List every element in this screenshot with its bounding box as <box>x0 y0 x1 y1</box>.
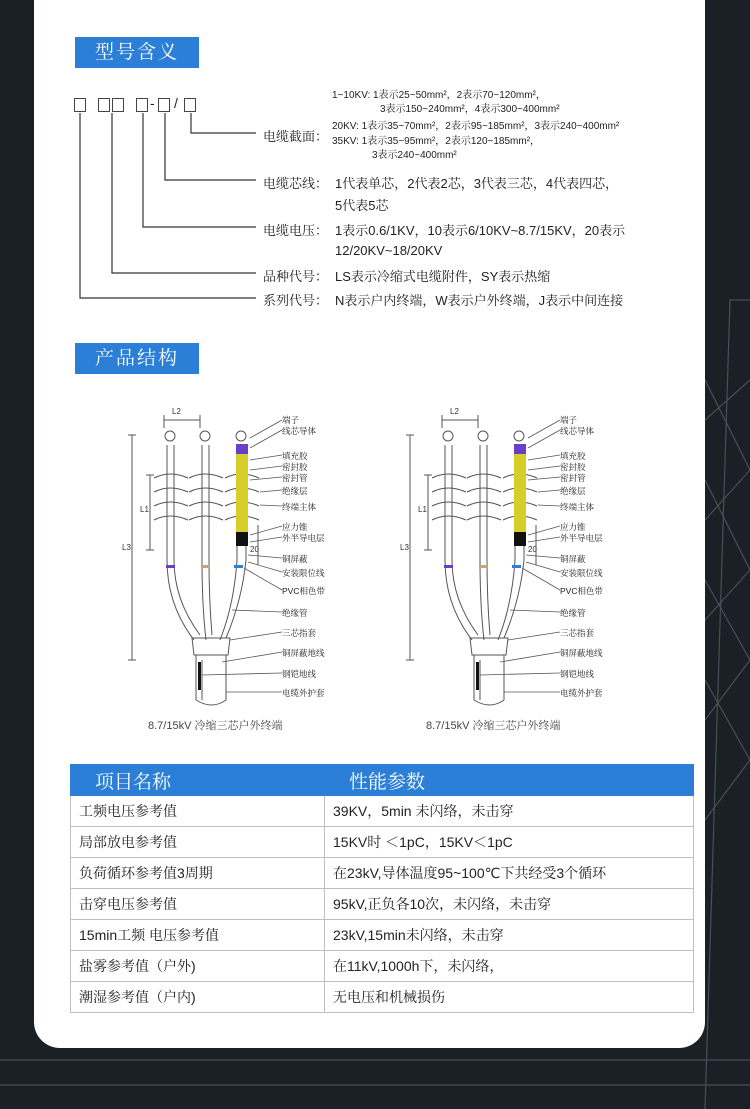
part-pvc-tape: PVC相色带 <box>282 586 325 596</box>
part-filler: 填充胶 <box>560 451 586 461</box>
row-label-voltage: 电缆电压： <box>263 223 329 238</box>
part-terminal-body: 终端主体 <box>560 502 595 512</box>
table-header-row <box>71 765 694 796</box>
part-insulation-tube: 绝缘管 <box>282 608 308 618</box>
part-seal-tube: 密封管 <box>560 473 586 483</box>
spec-table <box>70 764 694 1013</box>
row-label-cores: 电缆芯线： <box>263 176 329 191</box>
part-limit-line: 安装限位线 <box>282 568 325 578</box>
row-item: 盐雾参考值（户外) <box>71 951 325 982</box>
part-sealant: 密封胶 <box>560 462 586 472</box>
dim-l1: L1 <box>418 505 427 514</box>
part-filler: 填充胶 <box>282 451 308 461</box>
part-shield-ground: 铜屏蔽地线 <box>560 648 603 658</box>
dim-l2: L2 <box>172 407 181 416</box>
part-copper-shield: 铜屏蔽 <box>560 554 586 564</box>
part-breakout: 三芯指套 <box>282 628 317 638</box>
header-item-name: 项目名称 <box>71 765 325 796</box>
row-item: 击穿电压参考值 <box>71 889 325 920</box>
section-title-structure: 产品结构 <box>75 343 199 374</box>
section-line-1: 1~10KV: 1表示25~50mm²，2表示70~120mm²， <box>332 90 546 101</box>
part-breakout: 三芯指套 <box>560 628 595 638</box>
section-title-model-meaning: 型号含义 <box>75 37 199 68</box>
dim-l3: L3 <box>400 543 409 552</box>
row-item: 工频电压参考值 <box>71 796 325 827</box>
part-stress-cone: 应力锥 <box>560 522 586 532</box>
part-core-conductor: 线芯导体 <box>560 426 595 436</box>
part-insulation: 绝缘层 <box>560 486 586 496</box>
table-row <box>71 982 694 1013</box>
part-semi-conductive: 外半导电层 <box>560 533 603 543</box>
section-line-4: 35KV: 1表示35~95mm²，2表示120~185mm²， <box>332 136 541 147</box>
part-stress-cone: 应力锥 <box>282 522 308 532</box>
code-separator-dash: - <box>150 95 155 111</box>
part-semi-conductive: 外半导电层 <box>282 533 325 543</box>
row-item: 潮湿参考值（户内) <box>71 982 325 1013</box>
dim-l2: L2 <box>450 407 459 416</box>
dim-20: 20 <box>528 545 537 554</box>
row-value: 39KV，5min 未闪络，未击穿 <box>325 796 694 827</box>
part-outer-sheath: 电缆外护套 <box>282 688 325 698</box>
terminal-diagram-left <box>122 400 372 730</box>
part-core-conductor: 线芯导体 <box>282 426 317 436</box>
part-copper-shield: 铜屏蔽 <box>282 554 308 564</box>
part-pvc-tape: PVC相色带 <box>560 586 603 596</box>
row-value: 15KV时 ＜1pC，15KV＜1pC <box>325 827 694 858</box>
part-terminal: 端子 <box>560 415 578 425</box>
part-terminal: 端子 <box>282 415 300 425</box>
part-sealant: 密封胶 <box>282 462 308 472</box>
row-item: 负荷循环参考值3周期 <box>71 858 325 889</box>
part-seal-tube: 密封管 <box>282 473 308 483</box>
table-row <box>71 858 694 889</box>
row-label-series: 系列代号： <box>263 293 329 308</box>
type-line-1: LS表示冷缩式电缆附件，SY表示热缩 <box>335 269 551 284</box>
content-card <box>34 0 705 1048</box>
terminal-drawing <box>122 400 372 730</box>
series-line-1: N表示户内终端，W表示户外终端，J表示中间连接 <box>335 293 624 308</box>
row-label-type: 品种代号： <box>263 269 329 284</box>
part-armor-ground: 钢铠地线 <box>282 669 317 679</box>
table-row <box>71 951 694 982</box>
table-row <box>71 827 694 858</box>
row-item: 局部放电参考值 <box>71 827 325 858</box>
part-limit-line: 安装限位线 <box>560 568 603 578</box>
row-value: 23kV,15min未闪络，未击穿 <box>325 920 694 951</box>
dim-20: 20 <box>250 545 259 554</box>
voltage-line-2: 12/20KV~18/20KV <box>335 243 443 258</box>
part-armor-ground: 钢铠地线 <box>560 669 595 679</box>
cores-line-1: 1代表单芯，2代表2芯，3代表三芯，4代表四芯， <box>335 176 619 191</box>
row-value: 在23kV,导体温度95~100℃下共经受3个循环 <box>325 858 694 889</box>
part-insulation-tube: 绝缘管 <box>560 608 586 618</box>
header-performance: 性能参数 <box>325 765 694 796</box>
dim-l1: L1 <box>140 505 149 514</box>
part-outer-sheath: 电缆外护套 <box>560 688 603 698</box>
dim-l3: L3 <box>122 543 131 552</box>
table-row <box>71 920 694 951</box>
row-value: 95kV,正负各10次，未闪络，未击穿 <box>325 889 694 920</box>
part-shield-ground: 铜屏蔽地线 <box>282 648 325 658</box>
code-separator-slash: / <box>174 95 178 111</box>
diagram-caption: 8.7/15kV 冷缩三芯户外终端 <box>148 720 283 732</box>
section-line-5: 3表示240~400mm² <box>372 150 457 161</box>
voltage-line-1: 1表示0.6/1KV，10表示6/10KV~8.7/15KV，20表示 <box>335 223 626 238</box>
row-value: 无电压和机械损伤 <box>325 982 694 1013</box>
terminal-diagram-right <box>400 400 650 730</box>
cores-line-2: 5代表5芯 <box>335 198 389 213</box>
diagram-caption: 8.7/15kV 冷缩三芯户外终端 <box>426 720 561 732</box>
section-line-2: 3表示150~240mm²，4表示300~400mm² <box>380 104 560 115</box>
terminal-drawing <box>400 400 650 730</box>
part-terminal-body: 终端主体 <box>282 502 317 512</box>
section-line-3: 20KV: 1表示35~70mm²，2表示95~185mm²，3表示240~400mm² <box>332 121 620 132</box>
row-item: 15min工频 电压参考值 <box>71 920 325 951</box>
row-value: 在11kV,1000h下，未闪络， <box>325 951 694 982</box>
table-row <box>71 796 694 827</box>
table-row <box>71 889 694 920</box>
part-insulation: 绝缘层 <box>282 486 308 496</box>
row-label-section: 电缆截面： <box>263 129 329 144</box>
